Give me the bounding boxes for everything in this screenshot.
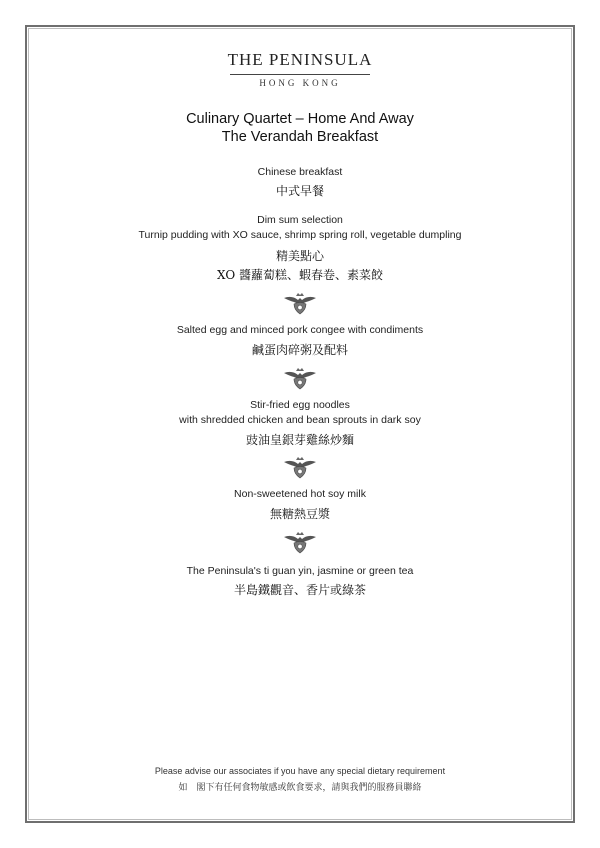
course-5-en-line-1: Non-sweetened hot soy milk [234,488,366,500]
dietary-note-zh: 如 閣下有任何食物敏感或飲食要求，請與我們的服務員聯絡 [178,783,422,793]
course-3-zh-line-1: 鹹蛋肉碎粥及配料 [251,343,348,357]
brand-logo [0,50,600,88]
course-2-zh-line-2: XO 醬蘿蔔糕、蝦春卷、素菜餃 [217,268,383,282]
peninsula-crest-icon [280,292,320,316]
menu-subtitle: The Verandah Breakfast [221,129,379,145]
course-4-en-line-1: Stir-fried egg noodles [250,399,350,411]
course-4-zh-line-1: 豉油皇銀芽雞絲炒麵 [245,433,354,447]
dietary-note-en: Please advise our associates if you have any special dietary requirement [154,766,446,776]
course-2-en-line-2: Turnip pudding with XO sauce, shrimp spring roll, vegetable dumpling [138,229,462,241]
brand-city: HONG KONG [259,78,341,88]
brand-rule [230,74,370,75]
peninsula-crest-icon [280,367,320,391]
course-6-zh-line-1: 半島鐵觀音、香片或綠茶 [233,583,366,597]
course-2-en-line-1: Dim sum selection [257,214,343,226]
course-2-zh-line-1: 精美點心 [275,249,324,263]
menu-title: Culinary Quartet – Home And Away [186,111,414,127]
course-6-en-line-1: The Peninsula's ti guan yin, jasmine or green tea [186,565,414,577]
course-1-en-line-1: Chinese breakfast [257,166,343,178]
course-3-en-line-1: Salted egg and minced pork congee with condiments [176,324,424,336]
brand-name: THE PENINSULA [227,50,373,69]
peninsula-crest-icon [280,456,320,480]
course-1-zh-line-1: 中式早餐 [275,184,324,198]
course-5-zh-line-1: 無糖熱豆漿 [269,507,330,521]
course-4-en-line-2: with shredded chicken and bean sprouts in dark soy [179,414,421,426]
peninsula-crest-icon [280,531,320,555]
